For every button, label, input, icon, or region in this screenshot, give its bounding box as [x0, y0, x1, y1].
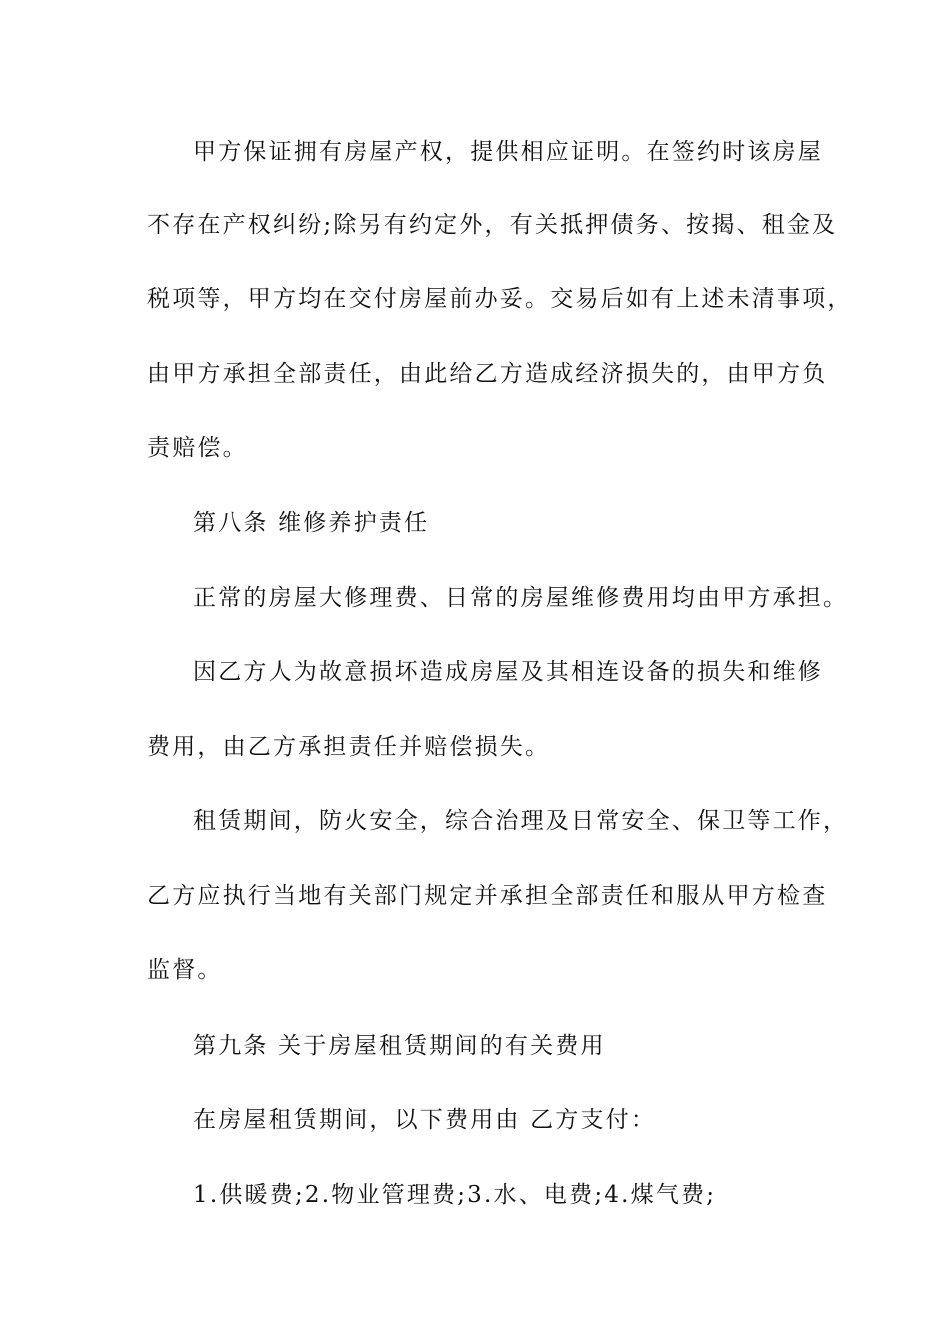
paragraph-line: 不存在产权纠纷;除另有约定外，有关抵押债务、按揭、租金及 — [147, 212, 838, 238]
section-heading-article-8: 第八条 维修养护责任 — [193, 510, 430, 536]
paragraph-line: 在房屋租赁期间，以下费用由 乙方支付： — [193, 1107, 657, 1133]
paragraph-line: 因乙方人为故意损坏造成房屋及其相连设备的损失和维修 — [193, 659, 823, 685]
paragraph-line: 税项等，甲方均在交付房屋前办妥。交易后如有上述未清事项， — [147, 286, 853, 312]
paragraph-line: 乙方应执行当地有关部门规定并承担全部责任和服从甲方检查 — [147, 883, 828, 909]
paragraph-line: 费用，由乙方承担责任并赔偿损失。 — [147, 734, 551, 760]
fee-list-line: 1.供暖费;2.物业管理费;3.水、电费;4.煤气费; — [193, 1182, 717, 1208]
paragraph-line: 责赔偿。 — [147, 435, 248, 461]
paragraph-line: 正常的房屋大修理费、日常的房屋维修费用均由甲方承担。 — [193, 585, 849, 611]
paragraph-line: 租赁期间，防火安全，综合治理及日常安全、保卫等工作， — [193, 808, 849, 834]
paragraph-line: 监督。 — [147, 957, 223, 983]
paragraph-line: 由甲方承担全部责任，由此给乙方造成经济损失的，由甲方负 — [147, 361, 828, 387]
paragraph-line: 甲方保证拥有房屋产权，提供相应证明。在签约时该房屋 — [193, 139, 823, 165]
section-heading-article-9: 第九条 关于房屋租赁期间的有关费用 — [193, 1033, 606, 1059]
